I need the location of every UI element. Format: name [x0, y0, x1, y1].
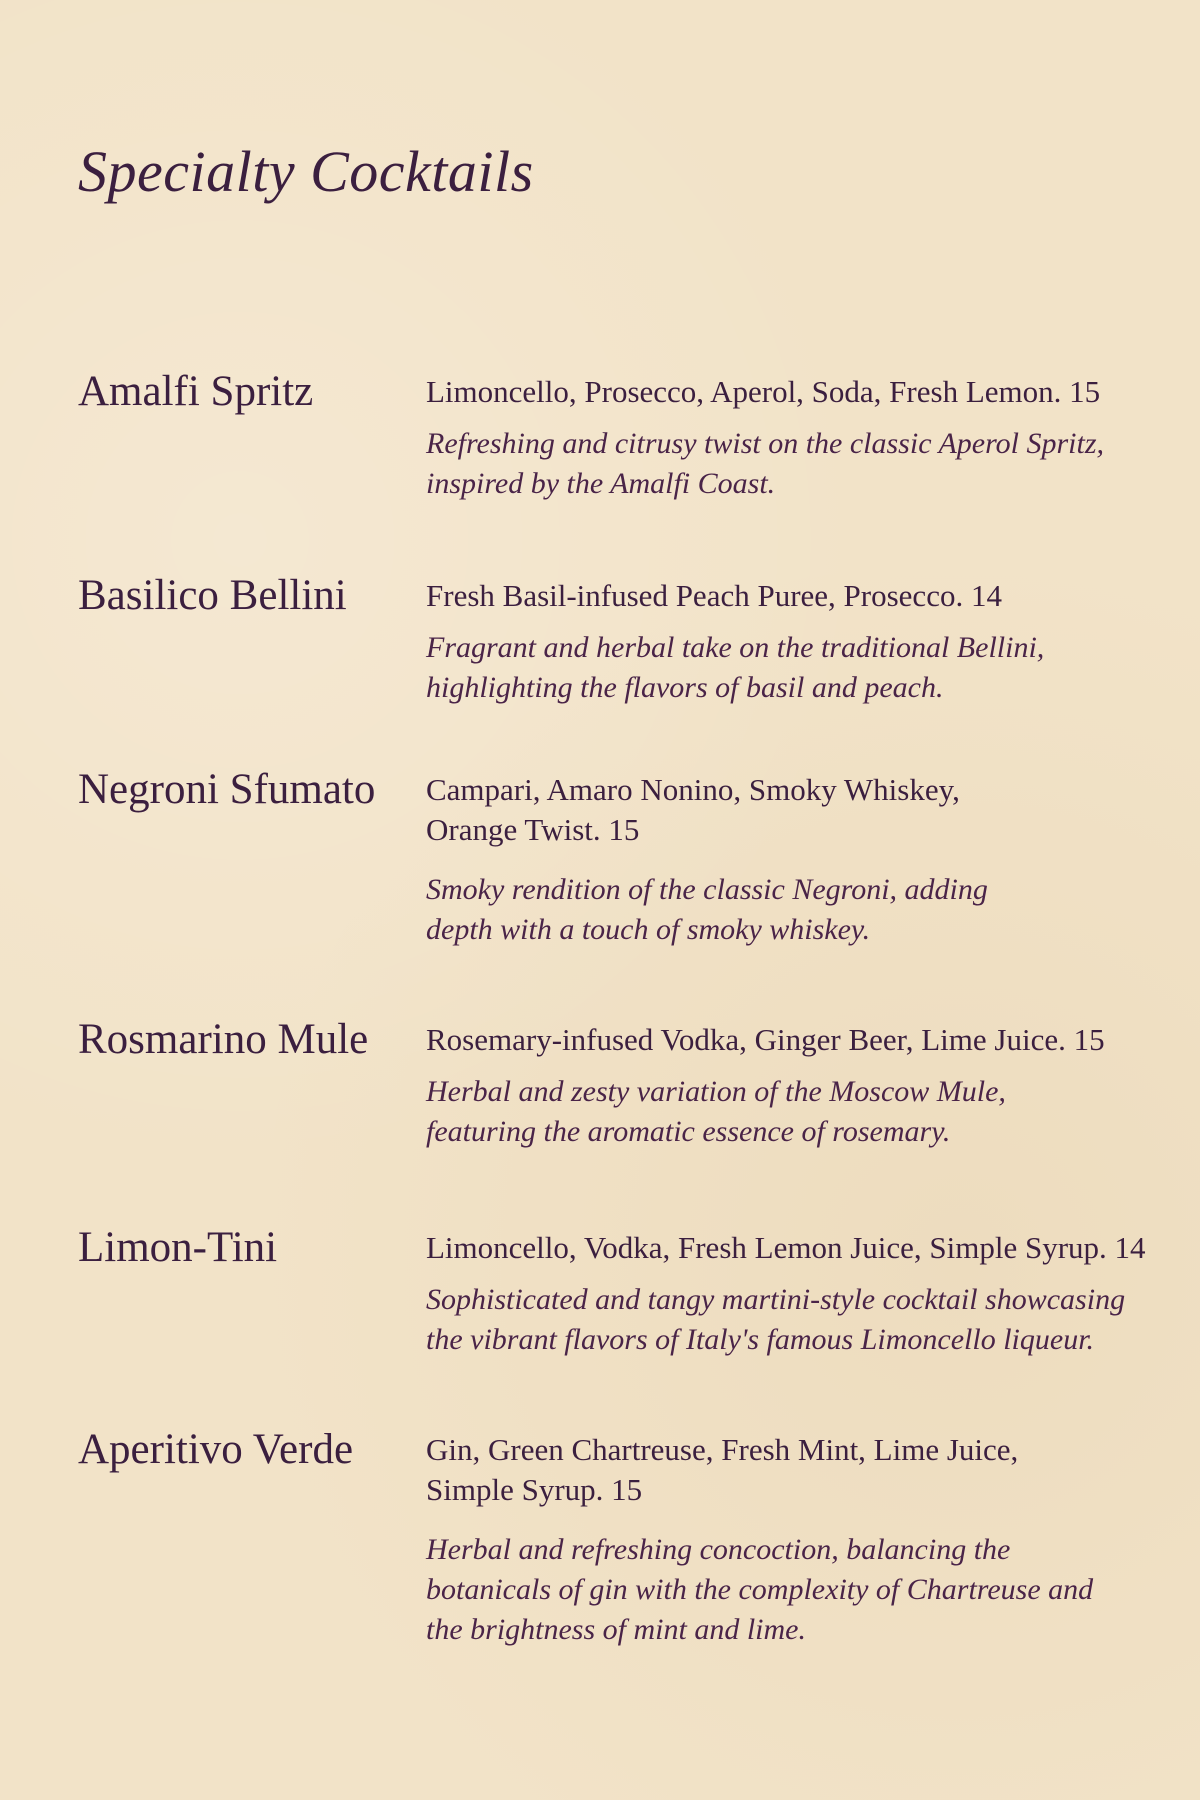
cocktail-name: Amalfi Spritz	[78, 368, 314, 415]
cocktail-details	[426, 1228, 1146, 1360]
cocktail-details	[426, 576, 1126, 708]
cocktail-ingredients-price: Fresh Basil-infused Peach Puree, Prosecco. 14	[426, 578, 1002, 613]
cocktail-description: Herbal and refreshing concoction, balancing the botanicals of gin with the complexity of Chartreuse and the brightness of mint and lime.	[426, 1533, 1094, 1646]
cocktail-name: Aperitivo Verde	[78, 1426, 354, 1473]
cocktail-details	[426, 372, 1126, 504]
cocktail-ingredients-price: Campari, Amaro Nonino, Smoky Whiskey, Orange Twist. 15	[426, 772, 960, 847]
cocktail-details	[426, 1020, 1126, 1152]
cocktail-name: Basilico Bellini	[78, 572, 347, 619]
cocktail-description: Herbal and zesty variation of the Moscow Mule, featuring the aromatic essence of rosemary.	[426, 1075, 1006, 1148]
cocktail-ingredients-price: Limoncello, Vodka, Fresh Lemon Juice, Simple Syrup. 14	[426, 1230, 1146, 1265]
cocktail-name: Negroni Sfumato	[78, 766, 376, 813]
menu-title: Specialty Cocktails	[78, 139, 534, 204]
cocktail-details	[426, 1430, 1126, 1650]
cocktail-details	[426, 770, 1126, 950]
cocktail-ingredients-price: Rosemary-infused Vodka, Ginger Beer, Lime Juice. 15	[426, 1022, 1105, 1057]
cocktail-description: Smoky rendition of the classic Negroni, adding depth with a touch of smoky whiskey.	[426, 873, 988, 946]
cocktail-name: Rosmarino Mule	[78, 1016, 369, 1063]
cocktail-name: Limon-Tini	[78, 1224, 278, 1271]
cocktail-description: Refreshing and citrusy twist on the classic Aperol Spritz, inspired by the Amalfi Coast.	[426, 427, 1105, 500]
cocktail-ingredients-price: Gin, Green Chartreuse, Fresh Mint, Lime Juice, Simple Syrup. 15	[426, 1432, 1019, 1507]
cocktail-ingredients-price: Limoncello, Prosecco, Aperol, Soda, Fresh Lemon. 15	[426, 374, 1101, 409]
cocktail-description: Sophisticated and tangy martini-style cocktail showcasing the vibrant flavors of Italy's famous Limoncello liqueur.	[426, 1283, 1126, 1356]
cocktail-description: Fragrant and herbal take on the traditional Bellini, highlighting the flavors of basil and peach.	[426, 631, 1045, 704]
